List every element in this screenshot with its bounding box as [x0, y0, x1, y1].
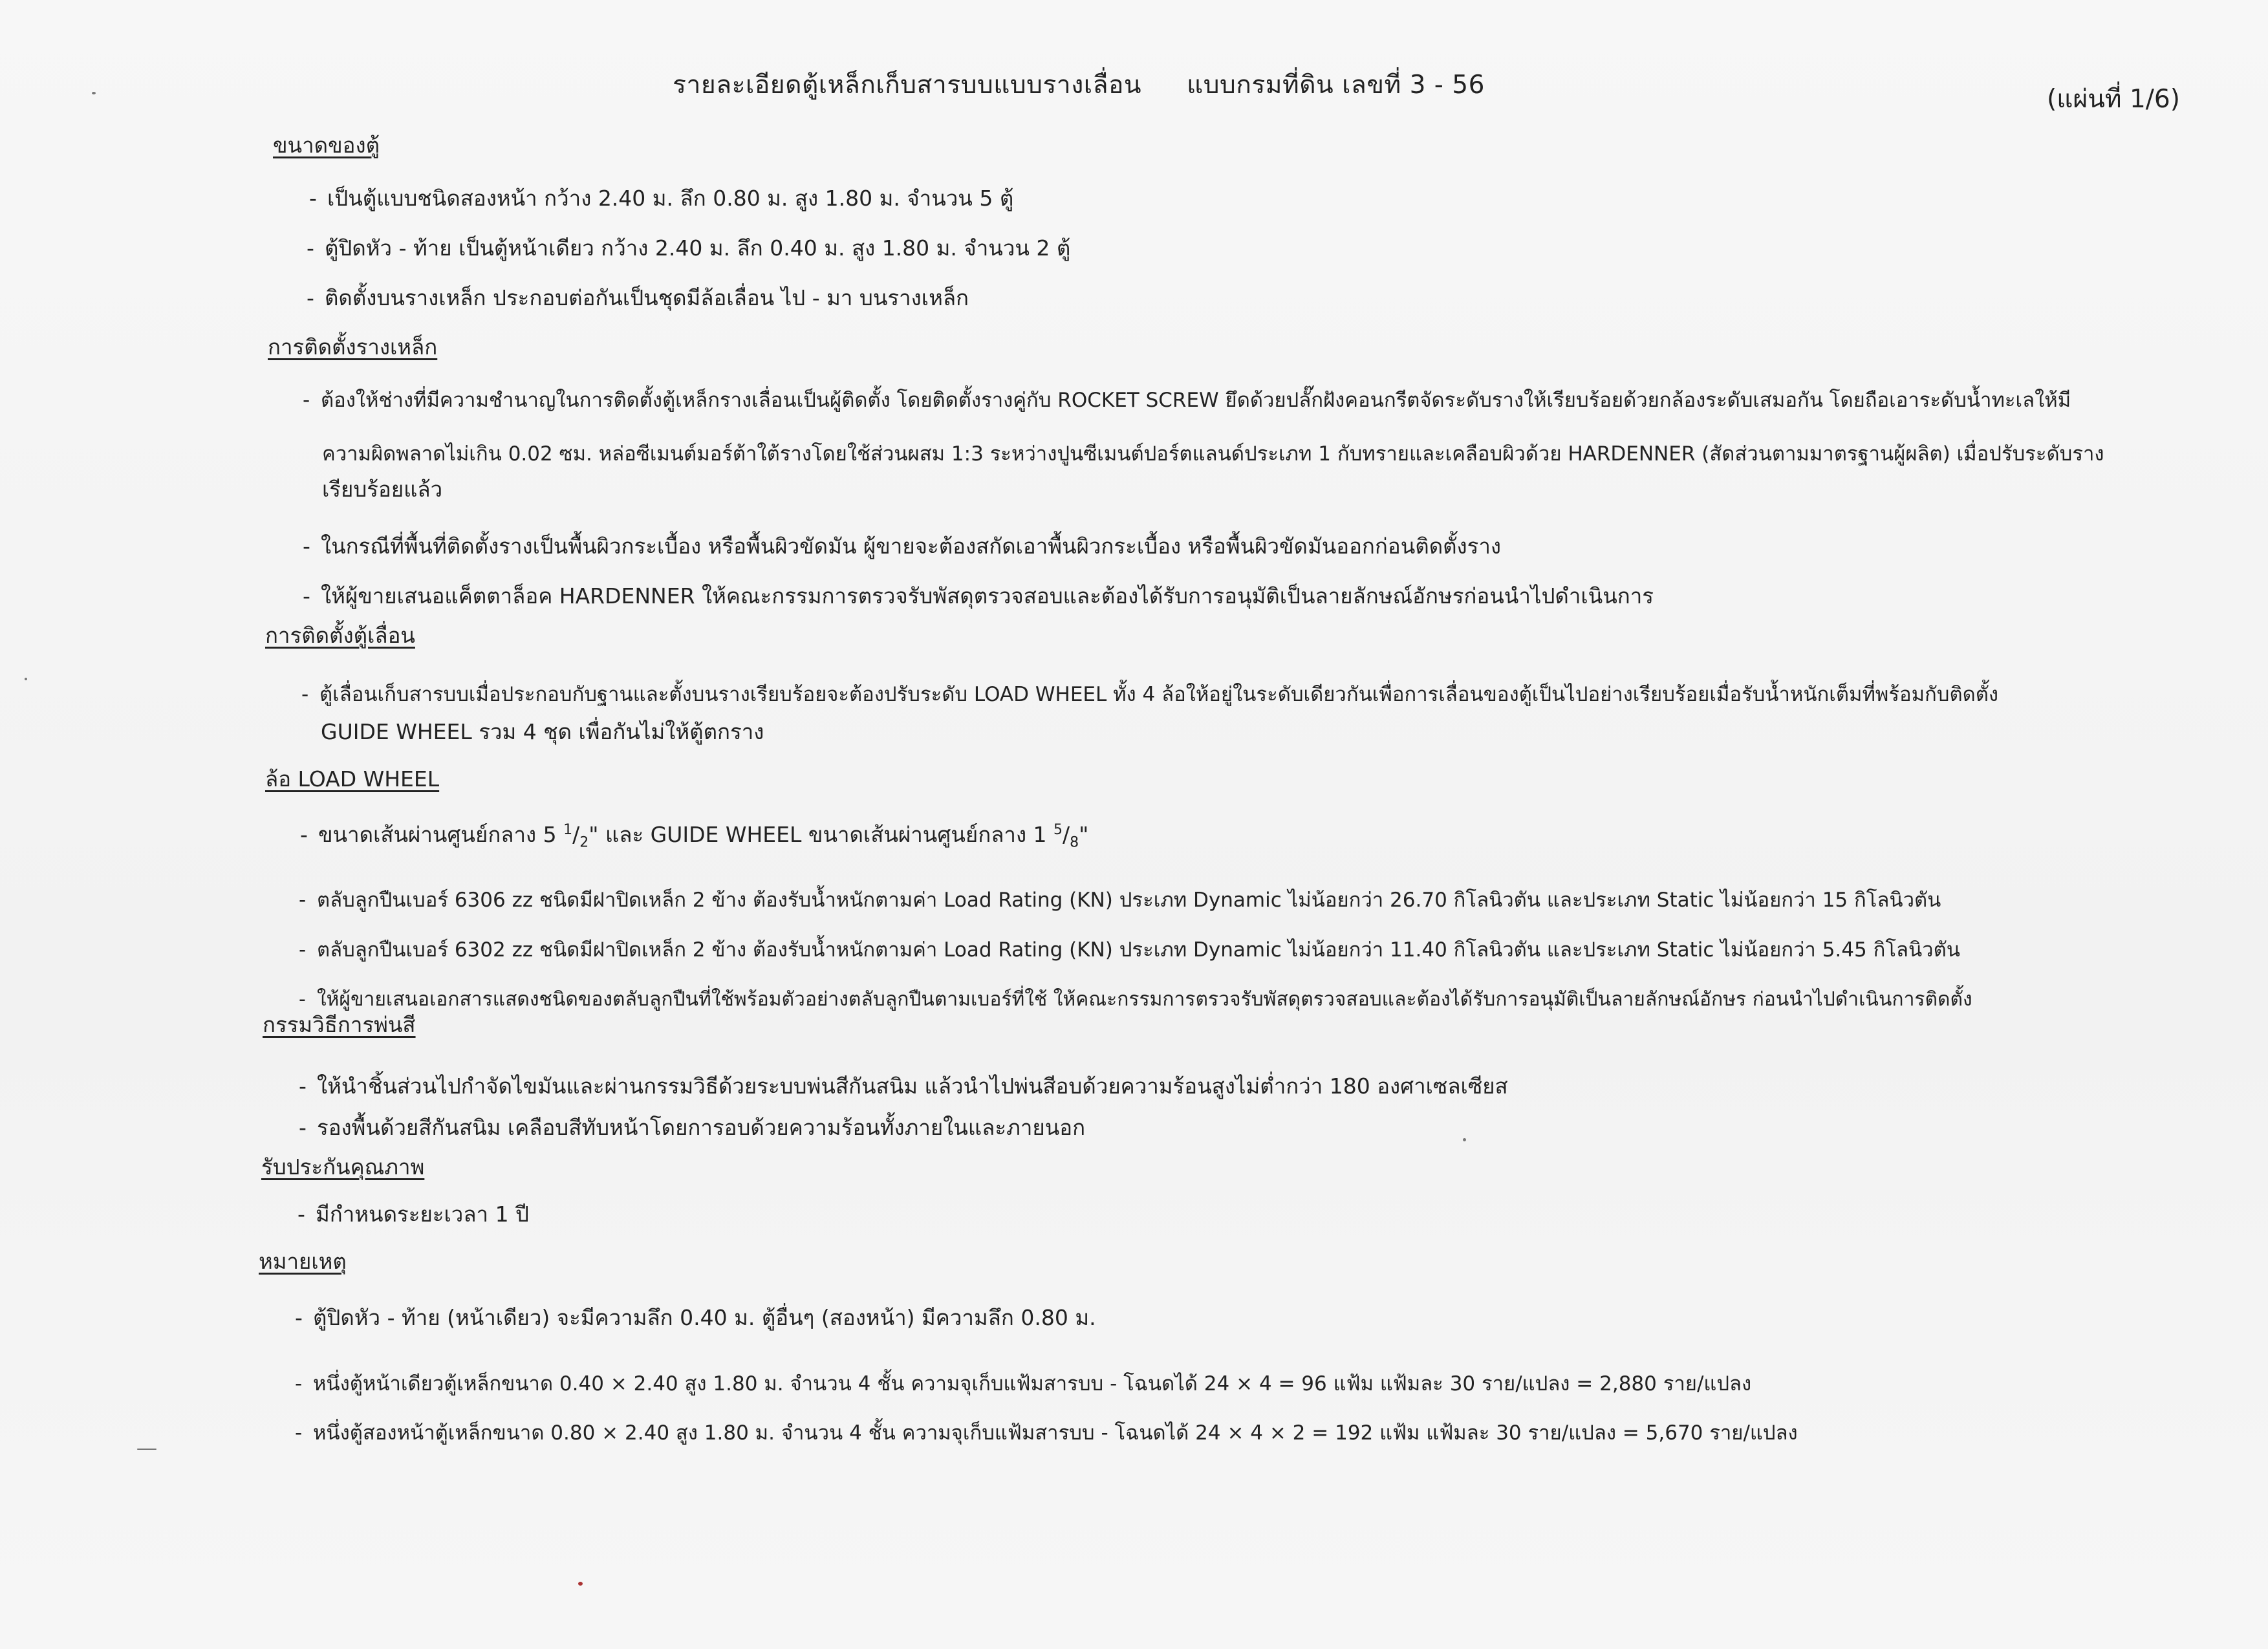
list-item: - ให้นำชิ้นส่วนไปกำจัดไขมันและผ่านกรรมวิธีด้วยระบบพ่นสีกันสนิม แล้วนำไปพ่นสีอบด้วยความร้อนสูงไม่ต่ำกว่า 180 องศาเซลเซียส: [299, 1073, 1508, 1099]
scan-speck: [578, 1582, 583, 1586]
title-form-number: แบบกรมที่ดิน เลขที่ 3 - 56: [1187, 70, 1485, 100]
list-item: - ในกรณีที่พื้นที่ติดตั้งรางเป็นพื้นผิวกระเบื้อง หรือพื้นผิวขัดมัน ผู้ขายจะต้องสกัดเอาพื้นผิวกระเบื้อง หรือพื้นผิวขัดมันออกก่อนติดตั้งราง: [303, 534, 1502, 559]
list-item: - มีกำหนดระยะเวลา 1 ปี: [297, 1202, 529, 1227]
sheet-number: (แผ่นที่ 1/6): [2047, 85, 2180, 114]
list-item-continuation: GUIDE WHEEL รวม 4 ชุด เพื่อกันไม่ให้ตู้ตกราง: [321, 719, 764, 744]
heading-rail-installation: การติดตั้งรางเหล็ก: [268, 334, 438, 360]
scan-speck: [137, 1449, 157, 1450]
list-item-continuation: ความผิดพลาดไม่เกิน 0.02 ซม. หล่อซีเมนต์มอร์ต้าใต้รางโดยใช้ส่วนผสม 1:3 ระหว่างปูนซีเมนต์ปอร์ตแลนด์ประเภท 1 กับทรายและเคลือบผิวด้วย HARDENNER (สัดส่วนตามมาตรฐานผู้ผลิต) เมื่อปรับระดับราง: [322, 442, 2104, 466]
list-item: - ต้องให้ช่างที่มีความชำนาญในการติดตั้งตู้เหล็กรางเลื่อนเป็นผู้ติดตั้ง โดยติดตั้งรางคู่กับ ROCKET SCREW ยึดด้วยปลั๊กฝังคอนกรีตจัดระดับรางให้เรียบร้อยด้วยกล้องระดับเสมอกัน โดยถือเอาระดับน้ำทะเลให้มี: [303, 389, 2071, 412]
scan-speck: [92, 92, 96, 94]
scan-speck: [1463, 1138, 1466, 1141]
list-item: - ตลับลูกปืนเบอร์ 6306 zz ชนิดมีฝาปิดเหล็ก 2 ข้าง ต้องรับน้ำหนักตามค่า Load Rating (KN) ประเภท Dynamic ไม่น้อยกว่า 26.70 กิโลนิวตัน และประเภท Static ไม่น้อยกว่า 15 กิโลนิวตัน: [299, 889, 1941, 912]
list-item: - ตู้เลื่อนเก็บสารบบเมื่อประกอบกับฐานและตั้งบนรางเรียบร้อยจะต้องปรับระดับ LOAD WHEEL ทั้ง 4 ล้อให้อยู่ในระดับเดียวกันเพื่อการเลื่อนของตู้เป็นไปอย่างเรียบร้อยเมื่อรับน้ำหนักเต็มที่พร้อมกับติดตั้ง: [301, 683, 1999, 706]
title-main: รายละเอียดตู้เหล็กเก็บสารบบแบบรางเลื่อน: [673, 70, 1142, 100]
heading-load-wheel: ล้อ LOAD WHEEL: [265, 766, 440, 792]
list-item: - รองพื้นด้วยสีกันสนิม เคลือบสีทับหน้าโดยการอบด้วยความร้อนทั้งภายในและภายนอก: [299, 1115, 1086, 1140]
list-item-continuation: เรียบร้อยแล้ว: [322, 477, 443, 502]
list-item: - ติดตั้งบนรางเหล็ก ประกอบต่อกันเป็นชุดมีล้อเลื่อน ไป - มา บนรางเหล็ก: [307, 285, 969, 310]
scan-speck: [25, 678, 27, 680]
list-item: - ขนาดเส้นผ่านศูนย์กลาง 5 $^1/_2$" และ GUIDE WHEEL ขนาดเส้นผ่านศูนย์กลาง 1 $^5/_8$": [300, 822, 1089, 851]
document-title: [673, 65, 1485, 105]
heading-painting-process: กรรมวิธีการพ่นสี: [263, 1012, 416, 1037]
list-item: - เป็นตู้แบบชนิดสองหน้า กว้าง 2.40 ม. ลึก 0.80 ม. สูง 1.80 ม. จำนวน 5 ตู้: [309, 186, 1014, 211]
list-item: - ให้ผู้ขายเสนอแค็ตตาล็อค HARDENNER ให้คณะกรรมการตรวจรับพัสดุตรวจสอบและต้องได้รับการอนุมัติเป็นลายลักษณ์อักษรก่อนนำไปดำเนินการ: [303, 583, 1654, 609]
list-item: - ตู้ปิดหัว - ท้าย (หน้าเดียว) จะมีความลึก 0.40 ม. ตู้อื่นๆ (สองหน้า) มีความลึก 0.80 ม.: [295, 1305, 1096, 1330]
list-item: - หนึ่งตู้หน้าเดียวตู้เหล็กขนาด 0.40 × 2.40 สูง 1.80 ม. จำนวน 4 ชั้น ความจุเก็บแฟ้มสารบบ - โฉนดได้ 24 × 4 = 96 แฟ้ม แฟ้มละ 30 ราย/แปลง = 2,880 ราย/แปลง: [295, 1372, 1752, 1396]
heading-cabinet-size: ขนาดของตู้: [273, 133, 380, 158]
list-item: - หนึ่งตู้สองหน้าตู้เหล็กขนาด 0.80 × 2.40 สูง 1.80 ม. จำนวน 4 ชั้น ความจุเก็บแฟ้มสารบบ - โฉนดได้ 24 × 4 × 2 = 192 แฟ้ม แฟ้มละ 30 ราย/แปลง = 5,670 ราย/แปลง: [295, 1421, 1798, 1445]
heading-remarks: หมายเหตุ: [259, 1249, 347, 1274]
list-item: - ตลับลูกปืนเบอร์ 6302 zz ชนิดมีฝาปิดเหล็ก 2 ข้าง ต้องรับน้ำหนักตามค่า Load Rating (KN) ประเภท Dynamic ไม่น้อยกว่า 11.40 กิโลนิวตัน และประเภท Static ไม่น้อยกว่า 5.45 กิโลนิวตัน: [299, 938, 1960, 962]
heading-quality-warranty: รับประกันคุณภาพ: [261, 1154, 425, 1180]
heading-sliding-cabinet-installation: การติดตั้งตู้เลื่อน: [265, 623, 415, 648]
list-item: - ให้ผู้ขายเสนอเอกสารแสดงชนิดของตลับลูกปืนที่ใช้พร้อมตัวอย่างตลับลูกปืนตามเบอร์ที่ใช้ ให้คณะกรรมการตรวจรับพัสดุตรวจสอบและต้องได้รับการอนุมัติเป็นลายลักษณ์อักษร ก่อนนำไปดำเนินการติดตั้ง: [299, 988, 1972, 1011]
list-item: - ตู้ปิดหัว - ท้าย เป็นตู้หน้าเดียว กว้าง 2.40 ม. ลึก 0.40 ม. สูง 1.80 ม. จำนวน 2 ตู้: [307, 235, 1071, 261]
